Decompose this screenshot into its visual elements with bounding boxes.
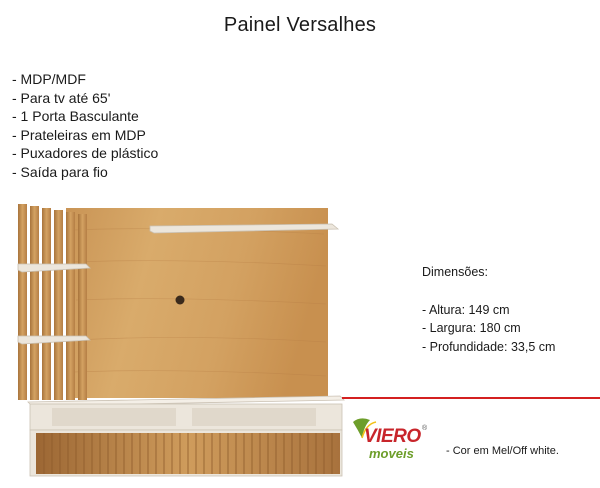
feature-item: - Para tv até 65' (12, 89, 111, 106)
logo-brand: VIERO (364, 426, 421, 447)
page-title: Painel Versalhes (223, 14, 377, 36)
logo-registered: ® (422, 425, 428, 432)
feature-item: - Puxadores de plástico (12, 145, 159, 161)
feature-item: - Prateleiras em MDP (12, 126, 146, 143)
dimension-item: - Largura: 180 cm (422, 321, 521, 335)
divider-line (342, 397, 600, 399)
rack-slatted-door (36, 433, 340, 474)
feature-list (12, 70, 158, 181)
color-note: - Cor em Mel/Off white. (446, 445, 559, 457)
logo-sub: moveis (369, 446, 414, 461)
wood-panel (66, 208, 328, 398)
feature-item: - Saída para fio (12, 163, 108, 180)
cable-hole (176, 296, 185, 305)
viero-logo (350, 416, 432, 466)
tv-panel-image (14, 200, 350, 480)
feature-item: - MDP/MDF (12, 71, 86, 87)
dimensions-block (422, 263, 555, 356)
dimension-item: - Altura: 149 cm (422, 302, 510, 317)
dimensions-heading: Dimensões: (422, 265, 488, 279)
feature-item: - 1 Porta Basculante (12, 108, 139, 124)
dimension-item: - Profundidade: 33,5 cm (422, 339, 556, 354)
